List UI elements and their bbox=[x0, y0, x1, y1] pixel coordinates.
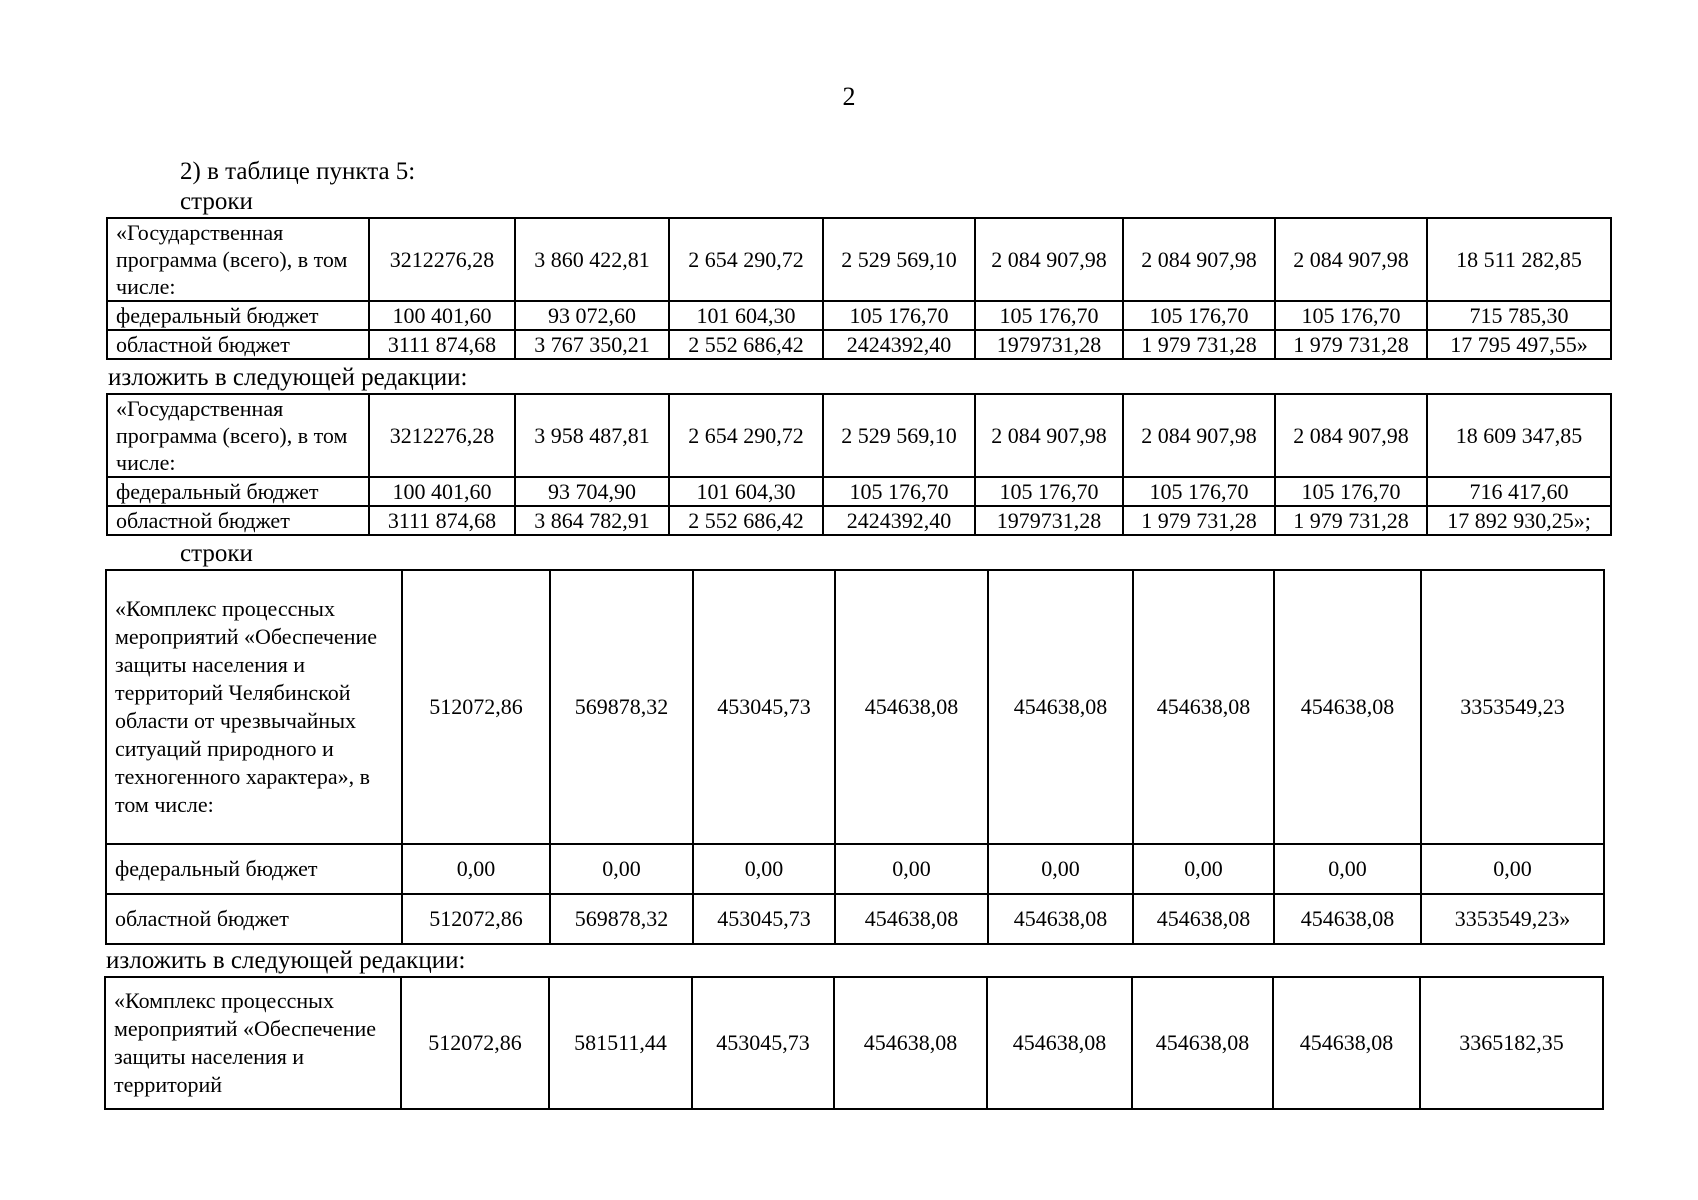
value-cell: 453045,73 bbox=[693, 570, 835, 844]
value-cell: 100 401,60 bbox=[369, 477, 515, 506]
value-cell: 105 176,70 bbox=[823, 301, 975, 330]
value-cell: 105 176,70 bbox=[1123, 477, 1275, 506]
intro-text: 2) в таблице пункта 5: bbox=[180, 158, 416, 185]
value-cell: 716 417,60 bbox=[1427, 477, 1611, 506]
value-cell: 715 785,30 bbox=[1427, 301, 1611, 330]
value-cell: 2 084 907,98 bbox=[1275, 394, 1427, 477]
value-cell: 2 529 569,10 bbox=[823, 218, 975, 301]
value-cell: 2 084 907,98 bbox=[1275, 218, 1427, 301]
value-cell: 100 401,60 bbox=[369, 301, 515, 330]
value-cell: 105 176,70 bbox=[975, 477, 1123, 506]
row-name: федеральный бюджет bbox=[107, 477, 369, 506]
regional-budget-row bbox=[106, 894, 1604, 944]
value-cell: 3365182,35 bbox=[1420, 977, 1603, 1109]
rows-label-2: строки bbox=[180, 540, 253, 567]
value-cell: 454638,08 bbox=[834, 977, 987, 1109]
row-name: федеральный бюджет bbox=[107, 301, 369, 330]
value-cell: 1 979 731,28 bbox=[1275, 330, 1427, 359]
value-cell: 454638,08 bbox=[987, 977, 1132, 1109]
program-total-row bbox=[107, 394, 1611, 477]
budget-table-1 bbox=[106, 217, 1612, 360]
value-cell: 581511,44 bbox=[549, 977, 692, 1109]
value-cell: 3111 874,68 bbox=[369, 506, 515, 535]
value-cell: 453045,73 bbox=[692, 977, 834, 1109]
row-name: «Комплекс процессных мероприятий «Обеспечение защиты населения и территорий Челябинской области от чрезвычайных ситуаций природного и техногенного характера», в том числе: bbox=[106, 570, 402, 844]
value-cell: 2 654 290,72 bbox=[669, 394, 823, 477]
value-cell: 1979731,28 bbox=[975, 506, 1123, 535]
value-cell: 0,00 bbox=[402, 844, 550, 894]
complex-total-row bbox=[105, 977, 1603, 1109]
row-name: «Государственная программа (всего), в том числе: bbox=[107, 218, 369, 301]
value-cell: 0,00 bbox=[550, 844, 693, 894]
value-cell: 1 979 731,28 bbox=[1275, 506, 1427, 535]
value-cell: 17 892 930,25»; bbox=[1427, 506, 1611, 535]
complex-total-row bbox=[106, 570, 1604, 844]
value-cell: 3212276,28 bbox=[369, 218, 515, 301]
value-cell: 1 979 731,28 bbox=[1123, 330, 1275, 359]
value-cell: 3 958 487,81 bbox=[515, 394, 669, 477]
value-cell: 105 176,70 bbox=[823, 477, 975, 506]
budget-table-2 bbox=[106, 393, 1612, 536]
regional-budget-row bbox=[107, 506, 1611, 535]
value-cell: 3 767 350,21 bbox=[515, 330, 669, 359]
value-cell: 18 609 347,85 bbox=[1427, 394, 1611, 477]
budget-table-3 bbox=[105, 569, 1605, 945]
value-cell: 569878,32 bbox=[550, 570, 693, 844]
row-name: областной бюджет bbox=[107, 330, 369, 359]
page-number: 2 bbox=[842, 82, 856, 111]
value-cell: 0,00 bbox=[1274, 844, 1421, 894]
replace-label-2: изложить в следующей редакции: bbox=[106, 947, 466, 974]
value-cell: 3353549,23 bbox=[1421, 570, 1604, 844]
value-cell: 2 084 907,98 bbox=[975, 394, 1123, 477]
value-cell: 0,00 bbox=[988, 844, 1133, 894]
value-cell: 454638,08 bbox=[988, 570, 1133, 844]
value-cell: 454638,08 bbox=[1133, 570, 1274, 844]
row-name: федеральный бюджет bbox=[106, 844, 402, 894]
value-cell: 2 654 290,72 bbox=[669, 218, 823, 301]
value-cell: 454638,08 bbox=[1274, 570, 1421, 844]
value-cell: 1 979 731,28 bbox=[1123, 506, 1275, 535]
value-cell: 3212276,28 bbox=[369, 394, 515, 477]
value-cell: 2 529 569,10 bbox=[823, 394, 975, 477]
value-cell: 2 552 686,42 bbox=[669, 506, 823, 535]
program-total-row bbox=[107, 218, 1611, 301]
value-cell: 0,00 bbox=[1421, 844, 1604, 894]
value-cell: 512072,86 bbox=[402, 894, 550, 944]
value-cell: 93 072,60 bbox=[515, 301, 669, 330]
value-cell: 2 084 907,98 bbox=[975, 218, 1123, 301]
value-cell: 2 084 907,98 bbox=[1123, 394, 1275, 477]
value-cell: 454638,08 bbox=[988, 894, 1133, 944]
value-cell: 512072,86 bbox=[402, 570, 550, 844]
value-cell: 3111 874,68 bbox=[369, 330, 515, 359]
federal-budget-row bbox=[107, 477, 1611, 506]
rows-label-1: строки bbox=[180, 188, 253, 215]
value-cell: 2 084 907,98 bbox=[1123, 218, 1275, 301]
value-cell: 2424392,40 bbox=[823, 506, 975, 535]
value-cell: 17 795 497,55» bbox=[1427, 330, 1611, 359]
value-cell: 2 552 686,42 bbox=[669, 330, 823, 359]
value-cell: 512072,86 bbox=[401, 977, 549, 1109]
value-cell: 105 176,70 bbox=[1275, 301, 1427, 330]
value-cell: 2424392,40 bbox=[823, 330, 975, 359]
value-cell: 0,00 bbox=[1133, 844, 1274, 894]
value-cell: 3 860 422,81 bbox=[515, 218, 669, 301]
regional-budget-row bbox=[107, 330, 1611, 359]
federal-budget-row bbox=[107, 301, 1611, 330]
value-cell: 105 176,70 bbox=[1275, 477, 1427, 506]
replace-label-1: изложить в следующей редакции: bbox=[108, 364, 468, 391]
value-cell: 453045,73 bbox=[693, 894, 835, 944]
row-name: «Комплекс процессных мероприятий «Обеспечение защиты населения и территорий bbox=[105, 977, 401, 1109]
value-cell: 454638,08 bbox=[1132, 977, 1273, 1109]
value-cell: 93 704,90 bbox=[515, 477, 669, 506]
value-cell: 454638,08 bbox=[835, 570, 988, 844]
value-cell: 3 864 782,91 bbox=[515, 506, 669, 535]
row-name: областной бюджет bbox=[106, 894, 402, 944]
value-cell: 454638,08 bbox=[835, 894, 988, 944]
row-name: областной бюджет bbox=[107, 506, 369, 535]
federal-budget-row bbox=[106, 844, 1604, 894]
budget-table-4 bbox=[104, 976, 1604, 1110]
value-cell: 0,00 bbox=[693, 844, 835, 894]
value-cell: 18 511 282,85 bbox=[1427, 218, 1611, 301]
value-cell: 454638,08 bbox=[1133, 894, 1274, 944]
value-cell: 3353549,23» bbox=[1421, 894, 1604, 944]
value-cell: 101 604,30 bbox=[669, 301, 823, 330]
value-cell: 454638,08 bbox=[1273, 977, 1420, 1109]
value-cell: 101 604,30 bbox=[669, 477, 823, 506]
value-cell: 0,00 bbox=[835, 844, 988, 894]
value-cell: 105 176,70 bbox=[1123, 301, 1275, 330]
value-cell: 105 176,70 bbox=[975, 301, 1123, 330]
value-cell: 454638,08 bbox=[1274, 894, 1421, 944]
value-cell: 569878,32 bbox=[550, 894, 693, 944]
value-cell: 1979731,28 bbox=[975, 330, 1123, 359]
row-name: «Государственная программа (всего), в том числе: bbox=[107, 394, 369, 477]
